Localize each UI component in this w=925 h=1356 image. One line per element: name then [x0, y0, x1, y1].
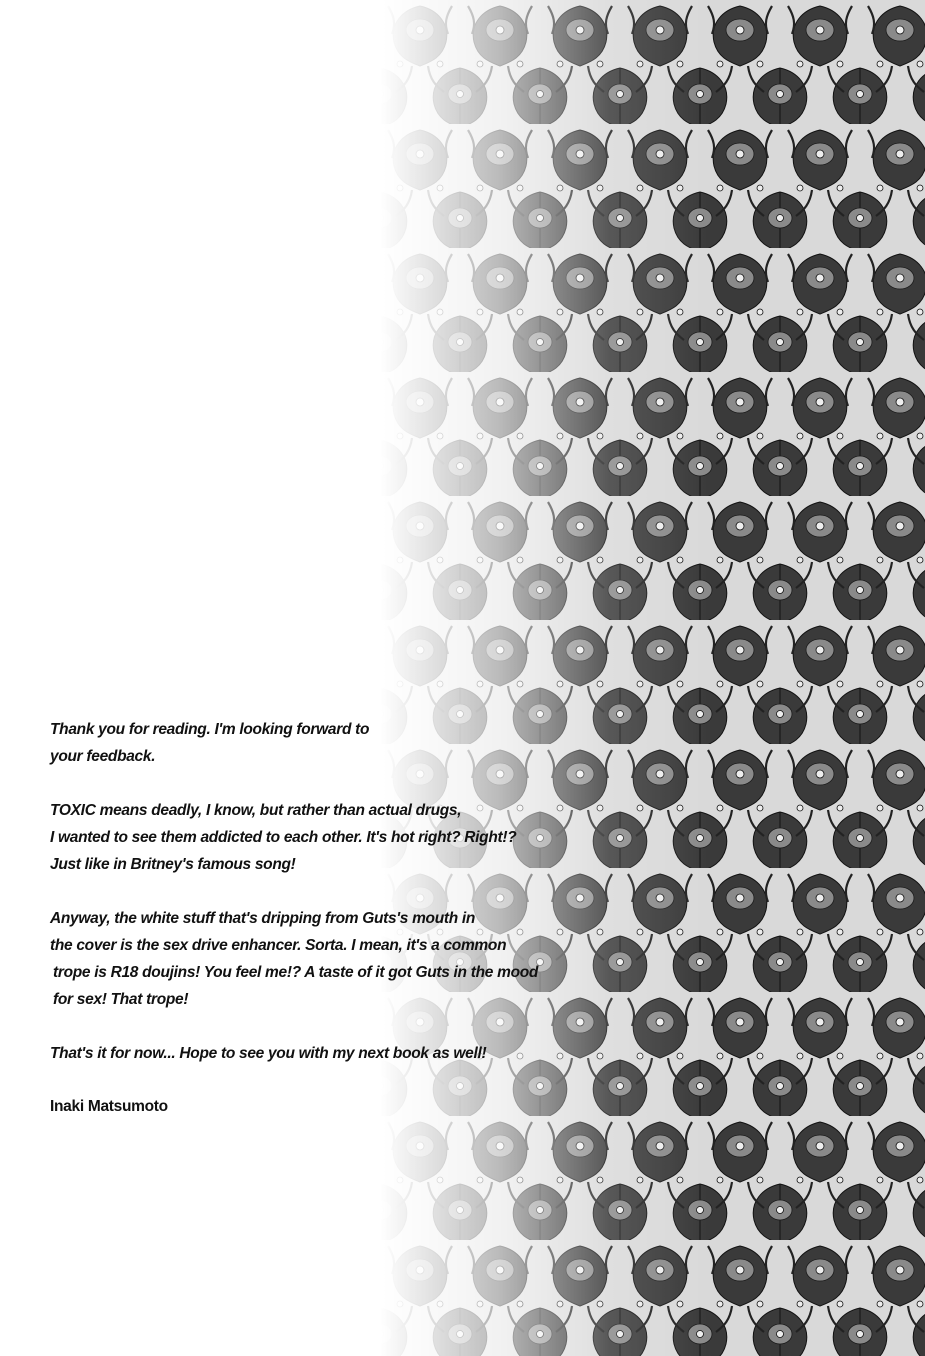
text-line: Just like in Britney's famous song! [50, 856, 296, 873]
text-line: for sex! That trope! [53, 991, 189, 1008]
text-line: That's it for now... Hope to see you with my next book as well! [50, 1045, 487, 1062]
text-line: I wanted to see them addicted to each other. It's hot right? Right!? [50, 829, 517, 846]
paragraph-thanks [50, 716, 550, 770]
author-signature: Inaki Matsumoto [50, 1098, 168, 1115]
text-line: Anyway, the white stuff that's dripping from Guts's mouth in [50, 910, 476, 927]
text-line: the cover is the sex drive enhancer. Sorta. I mean, it's a common [50, 937, 507, 954]
paragraph-toxic [50, 797, 550, 878]
text-line: your feedback. [50, 748, 156, 765]
damask-pattern-background [380, 0, 925, 1356]
text-line: TOXIC means deadly, I know, but rather than actual drugs, [50, 802, 462, 819]
text-line: trope is R18 doujins! You feel me!? A taste of it got Guts in the mood [53, 964, 539, 981]
paragraph-closing [50, 1040, 550, 1067]
text-line: Thank you for reading. I'm looking forward to [50, 721, 370, 738]
afterword-text [50, 716, 550, 1094]
paragraph-cover [50, 905, 550, 1013]
